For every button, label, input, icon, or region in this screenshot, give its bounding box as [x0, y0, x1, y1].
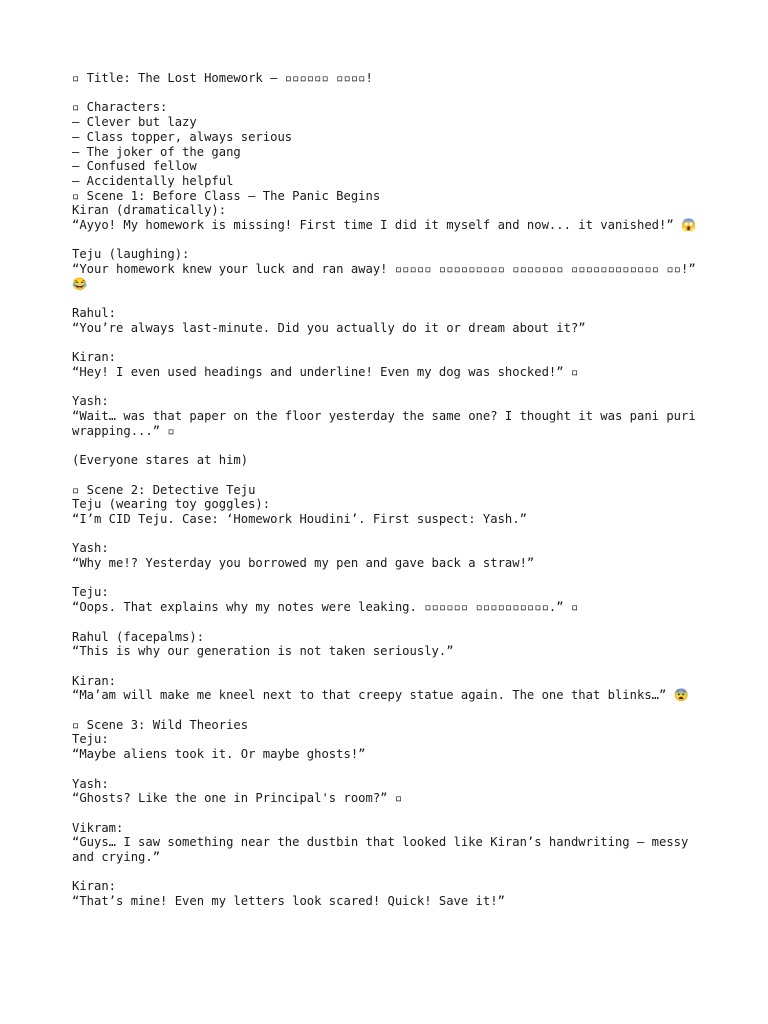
spacer: [72, 380, 712, 395]
spacer: [72, 659, 712, 674]
spacer: [72, 571, 712, 586]
character-item: – The joker of the gang: [72, 144, 241, 159]
speaker: Kiran:: [72, 673, 117, 688]
speaker: Kiran (dramatically):: [72, 203, 227, 218]
document-title: ▫ Title: The Lost Homework – ▫▫▫▫▫▫ ▫▫▫▫!: [72, 71, 373, 85]
character-item: – Accidentally helpful: [72, 173, 234, 188]
spacer: [72, 703, 712, 718]
dialogue: “Hey! I even used headings and underline! Even my dog was shocked!” ▫: [72, 365, 579, 379]
spacer: [72, 806, 712, 821]
dialogue: “Guys… I saw something near the dustbin that looked like Kiran’s handwriting – messy and crying.”: [72, 835, 696, 865]
spacer: [72, 336, 712, 351]
speaker: Kiran:: [72, 879, 117, 894]
spacer: [72, 468, 712, 483]
characters-heading: ▫ Characters:: [72, 100, 168, 115]
dialogue: “Ghosts? Like the one in Principal's room?” ▫: [72, 791, 403, 806]
spacer: [72, 762, 712, 777]
dialogue: “This is why our generation is not taken seriously.”: [72, 644, 454, 659]
dialogue: “Oops. That explains why my notes were leaking. ▫▫▫▫▫▫ ▫▫▫▫▫▫▫▫▫▫.” ▫: [72, 600, 579, 615]
spacer: [72, 615, 712, 630]
spacer: [72, 86, 712, 101]
spacer: [72, 233, 712, 248]
speaker: Vikram:: [72, 820, 124, 835]
spacer: [72, 865, 712, 880]
character-item: – Class topper, always serious: [72, 129, 293, 144]
dialogue: “You’re always last-minute. Did you actually do it or dream about it?”: [72, 320, 586, 335]
character-item: – Clever but lazy: [72, 115, 197, 130]
dialogue: “Why me!? Yesterday you borrowed my pen and gave back a straw!”: [72, 556, 535, 571]
speaker: Teju:: [72, 732, 109, 747]
character-item: – Confused fellow: [72, 159, 197, 174]
speaker: Teju (wearing toy goggles):: [72, 497, 271, 512]
dialogue: “Maybe aliens took it. Or maybe ghosts!”: [72, 747, 366, 762]
dialogue: “Ayyo! My homework is missing! First time I did it myself and now... it vanished!” 😱: [72, 218, 697, 233]
dialogue: “Your homework knew your luck and ran away! ▫▫▫▫▫ ▫▫▫▫▫▫▫▫▫ ▫▫▫▫▫▫▫ ▫▫▫▫▫▫▫▫▫▫▫▫ ▫▫!” 😂: [72, 262, 704, 291]
spacer: [72, 292, 712, 307]
scene-1-heading: ▫ Scene 1: Before Class – The Panic Begins: [72, 188, 381, 203]
spacer: [72, 439, 712, 454]
speaker: Kiran:: [72, 350, 117, 365]
dialogue: “Ma’am will make me kneel next to that creepy statue again. The one that blinks…” 😨: [72, 688, 689, 703]
speaker: Teju (laughing):: [72, 247, 190, 262]
dialogue: “That’s mine! Even my letters look scared! Quick! Save it!”: [72, 894, 505, 909]
dialogue: “Wait… was that paper on the floor yesterday the same one? I thought it was pani puri wrapping...” ▫: [72, 409, 704, 438]
scene-3-heading: ▫ Scene 3: Wild Theories: [72, 717, 249, 732]
speaker: Yash:: [72, 776, 109, 791]
dialogue: “I’m CID Teju. Case: ‘Homework Houdini’. First suspect: Yash.”: [72, 511, 527, 526]
speaker: Teju:: [72, 585, 109, 600]
script-document: [72, 71, 712, 909]
scene-2-heading: ▫ Scene 2: Detective Teju: [72, 482, 256, 497]
spacer: [72, 527, 712, 542]
speaker: Yash:: [72, 394, 109, 409]
speaker: Rahul:: [72, 306, 117, 321]
stage-direction: (Everyone stares at him): [72, 453, 249, 468]
speaker: Rahul (facepalms):: [72, 629, 205, 644]
speaker: Yash:: [72, 541, 109, 556]
